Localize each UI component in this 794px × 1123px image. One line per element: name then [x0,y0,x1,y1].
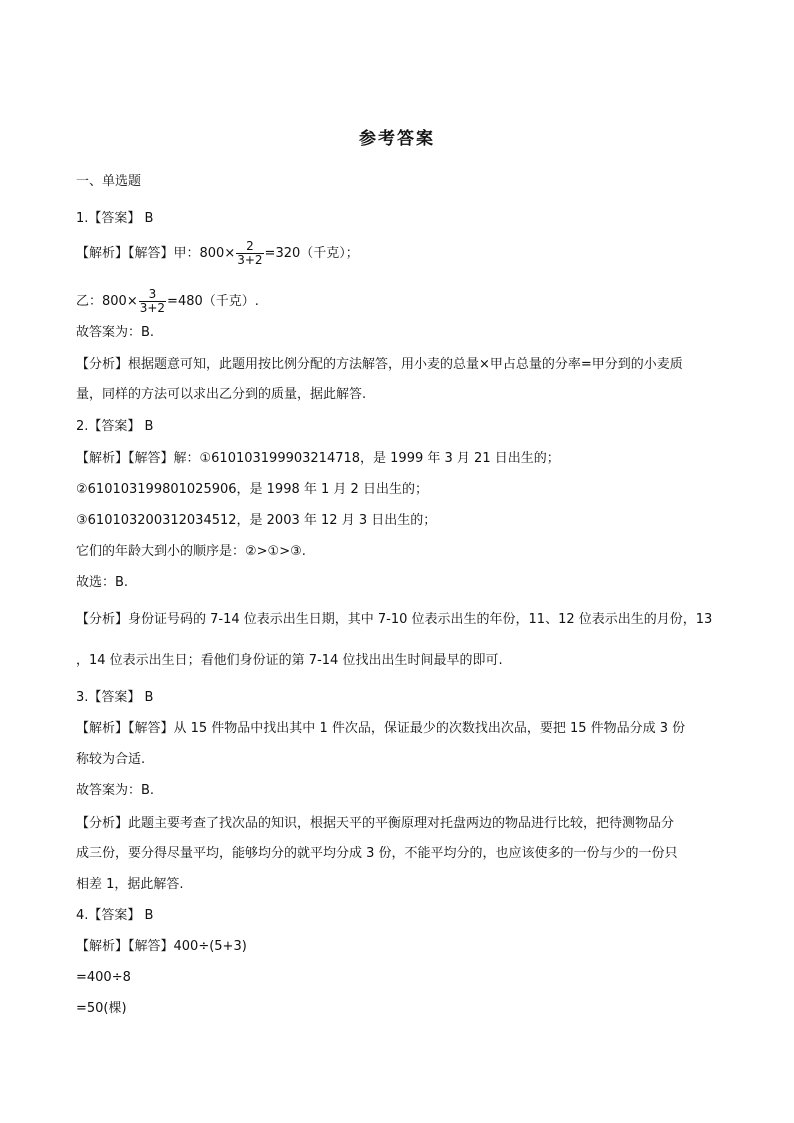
page-title: 参考答案 [359,129,435,149]
q1-line2-suffix: =480（千克）. [167,294,259,309]
q3-conclusion: 故答案为：B. [76,783,155,798]
q1-fraction-1 [236,240,263,267]
q1-line1-prefix: 【解析】【解答】甲：800× [76,246,236,261]
q2-analysis-line-2: ，14 位表示出生日；看他们身份证的第 7-14 位找出出生时间最早的即可. [76,653,503,668]
q1-fraction-1-denominator: 3+2 [237,253,263,267]
q2-conclusion: 故选：B. [76,575,129,590]
q3-analysis-line-2: 成三份，要分得尽量平均，能够均分的就平均分成 3 份，不能平均分的，也应该使多的一份与少的一份只 [76,846,678,861]
q2-answer: 2.【答案】 B [76,419,154,434]
q3-solution-line-1: 【解析】【解答】从 15 件物品中找出其中 1 件次品，保证最少的次数找出次品，要把 15 件物品分成 3 份 [76,721,686,736]
q2-solution-line-1: 【解析】【解答】解：①610103199903214718，是 1999 年 3 月 21 日出生的； [76,451,560,466]
q2-solution-line-4: 它们的年龄大到小的顺序是：②>①>③. [76,544,306,559]
q2-solution-line-3: ③610103200312034512，是 2003 年 12 月 3 日出生的； [76,513,437,528]
q1-solution-line-1 [76,240,359,267]
q1-line2-prefix: 乙：800× [76,294,138,309]
q2-solution-line-2: ②610103199801025906，是 1998 年 1 月 2 日出生的； [76,482,428,497]
q4-answer: 4.【答案】 B [76,908,154,923]
section-heading: 一、单选题 [76,174,142,189]
q4-solution-line-3: =50(棵) [76,1001,127,1016]
q1-line1-suffix: =320（千克）； [264,246,359,261]
q3-solution-line-2: 称较为合适. [76,752,146,767]
q1-analysis-line-2: 量，同样的方法可以求出乙分到的质量，据此解答. [76,387,367,402]
q4-solution-line-1: 【解析】【解答】400÷(5+3) [76,939,247,954]
q2-analysis-line-1: 【分析】身份证号码的 7-14 位表示出生日期，其中 7-10 位表示出生的年份，11、12 位表示出生的月份，13 [76,612,713,627]
q1-fraction-2-denominator: 3+2 [139,301,166,315]
q3-answer: 3.【答案】 B [76,690,154,705]
q4-solution-line-2: =400÷8 [76,970,131,985]
q1-fraction-2-numerator: 3 [148,287,157,301]
q3-analysis-line-1: 【分析】此题主要考查了找次品的知识，根据天平的平衡原理对托盘两边的物品进行比较，把待测物品分 [76,816,675,831]
q1-solution-line-2 [76,288,259,315]
q3-analysis-line-3: 相差 1，据此解答. [76,877,184,892]
q1-fraction-1-numerator: 2 [246,239,254,253]
q1-fraction-2 [139,288,166,315]
q1-analysis-line-1: 【分析】根据题意可知，此题用按比例分配的方法解答，用小麦的总量×甲占总量的分率=甲分到的小麦质 [76,357,683,372]
q1-answer: 1.【答案】 B [76,211,154,226]
q1-conclusion: 故答案为：B. [76,325,155,340]
